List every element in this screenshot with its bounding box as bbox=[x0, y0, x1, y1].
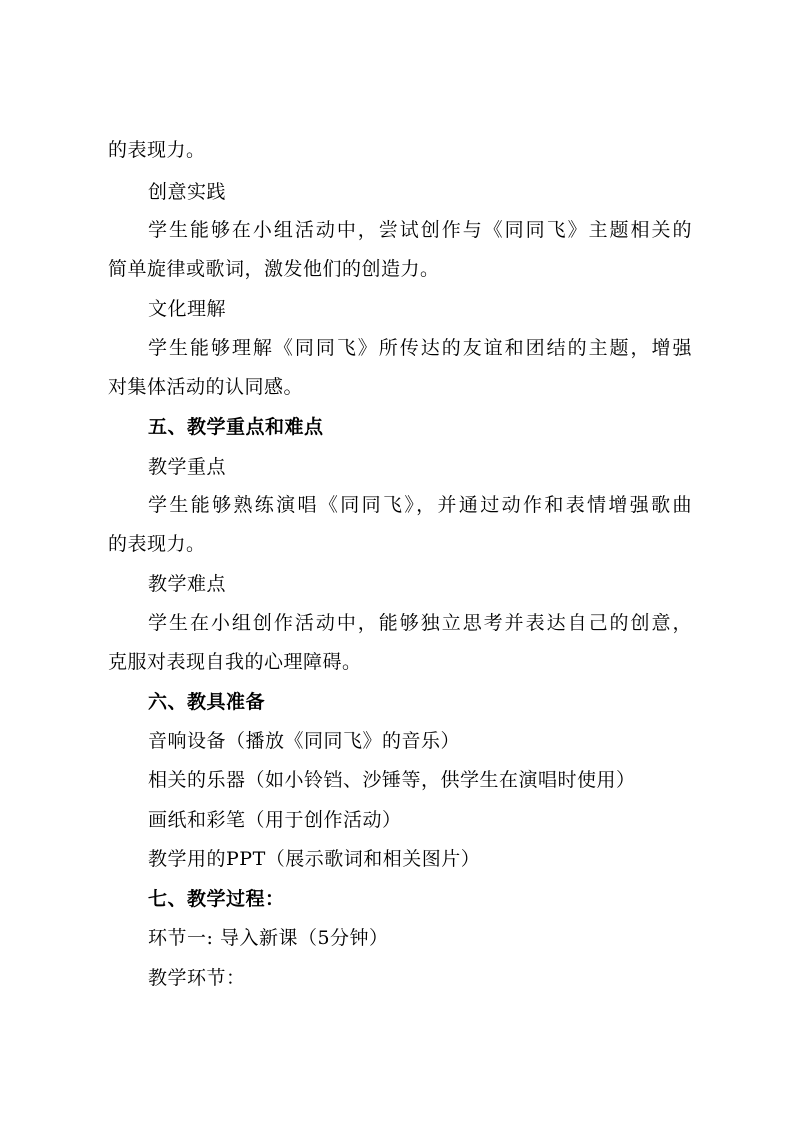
body-text-line: 克服对表现自我的心理障碍。 bbox=[108, 651, 362, 673]
list-item: 画纸和彩笔（用于创作活动） bbox=[148, 809, 402, 831]
body-text-line: 简单旋律或歌词，激发他们的创造力。 bbox=[108, 258, 440, 280]
list-item: 音响设备（播放《同同飞》的音乐） bbox=[148, 730, 461, 752]
subsection-heading-cultural-understanding: 文化理解 bbox=[148, 298, 227, 320]
subsection-heading-teaching-difficulty: 教学难点 bbox=[148, 573, 227, 595]
body-text-line: 学生能够理解《同同飞》所传达的友谊和团结的主题，增强 bbox=[148, 337, 692, 359]
body-text-line: 对集体活动的认同感。 bbox=[108, 376, 304, 398]
section-heading-key-points: 五、教学重点和难点 bbox=[148, 416, 324, 438]
body-text-line: 的表现力。 bbox=[108, 533, 206, 555]
subsection-heading-creative-practice: 创意实践 bbox=[148, 181, 227, 203]
subsection-heading-teaching-focus: 教学重点 bbox=[148, 456, 227, 478]
body-text-line: 的表现力。 bbox=[108, 139, 206, 161]
list-item: 教学用的PPT（展示歌词和相关图片） bbox=[148, 848, 481, 870]
body-text-line: 学生能够在小组活动中，尝试创作与《同同飞》主题相关的 bbox=[148, 219, 692, 241]
body-text-line: 环节一: 导入新课（5分钟） bbox=[148, 927, 389, 949]
body-text-line: 教学环节： bbox=[148, 967, 246, 989]
list-item: 相关的乐器（如小铃铛、沙锤等，供学生在演唱时使用） bbox=[148, 769, 636, 791]
section-heading-teaching-process: 七、教学过程： bbox=[148, 888, 285, 910]
body-text-line: 学生能够熟练演唱《同同飞》，并通过动作和表情增强歌曲 bbox=[148, 494, 692, 516]
body-text-line: 学生在小组创作活动中，能够独立思考并表达自己的创意， bbox=[148, 612, 692, 634]
section-heading-teaching-aids: 六、教具准备 bbox=[148, 691, 266, 713]
